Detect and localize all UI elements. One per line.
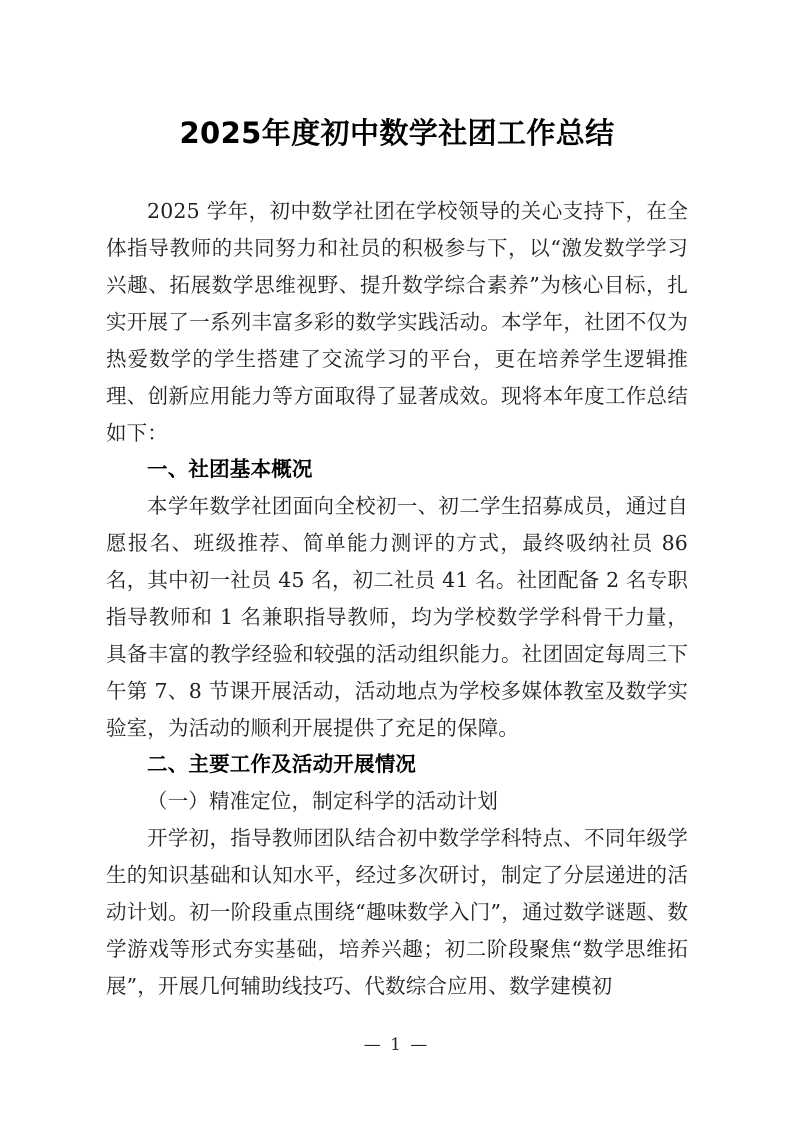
subheading-block-1 — [106, 783, 688, 820]
subheading-activity-plan: （一）精准定位，制定科学的活动计划 — [147, 789, 499, 813]
paragraph-block-intro — [106, 193, 688, 452]
paragraph-intro: 2025 学年，初中数学社团在学校领导的关心支持下，在全体指导教师的共同努力和社员的积极参与下，以“激发数学学习兴趣、拓展数学思维视野、提升数学综合素养”为核心目标，扎实开展了一系列丰富多彩的数学实践活动。本学年，社团不仅为热爱数学的学生搭建了交流学习的平台，更在培养学生逻辑推理、创新应用能力等方面取得了显著成效。现将本年度工作总结如下： — [106, 199, 688, 445]
page-title: 2025年度初中数学社团工作总结 — [179, 116, 615, 150]
heading-block-section-1 — [106, 451, 688, 488]
page-number-footer: — 1 — — [363, 1035, 430, 1055]
heading-section-one: 一、社团基本概况 — [147, 457, 313, 481]
heading-section-two: 二、主要工作及活动开展情况 — [147, 752, 417, 776]
paragraph-block-activity-plan — [106, 820, 688, 1005]
paragraph-club-overview: 本学年数学社团面向全校初一、初二学生招募成员，通过自愿报名、班级推荐、简单能力测评的方式，最终吸纳社员 86 名，其中初一社员 45 名，初二社员 41 名。社团配备 2 名专职指导教师和 1 名兼职指导教师，均为学校数学学科骨干力量，具备丰富的教学经验和较强的活动组织能力。社团固定每周三下午第 7、8 节课开展活动，活动地点为学校多媒体教室及数学实验室，为活动的顺利开展提供了充足的保障。 — [106, 494, 688, 740]
paragraph-activity-plan: 开学初，指导教师团队结合初中数学学科特点、不同年级学生的知识基础和认知水平，经过多次研讨，制定了分层递进的活动计划。初一阶段重点围绕“趣味数学入门”，通过数学谜题、数学游戏等形式夯实基础，培养兴趣；初二阶段聚焦“数学思维拓展”，开展几何辅助线技巧、代数综合应用、数学建模初 — [106, 826, 688, 998]
paragraph-block-overview — [106, 488, 688, 747]
heading-block-section-2 — [106, 746, 688, 783]
